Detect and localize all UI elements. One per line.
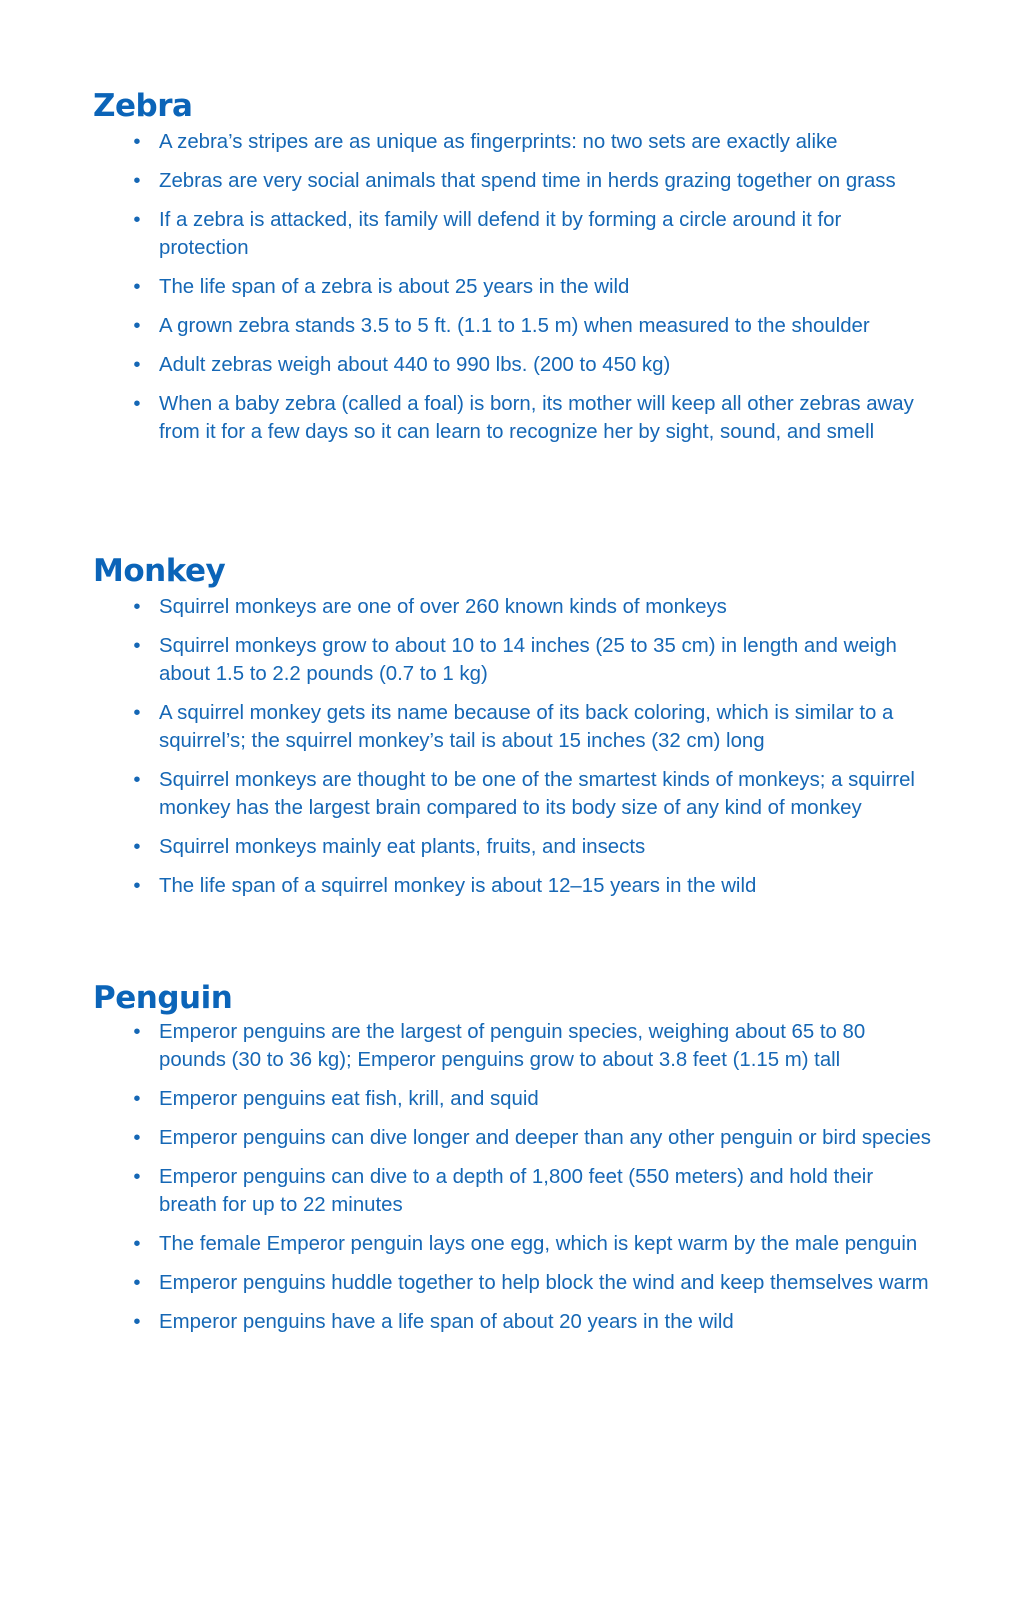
bullet-icon: • [133, 131, 141, 153]
list-item [93, 128, 933, 156]
fact-text: Squirrel monkeys mainly eat plants, fruits, and insects [159, 836, 646, 858]
fact-text: A grown zebra stands 3.5 to 5 ft. (1.1 to 1.5 m) when measured to the shoulder [159, 315, 870, 337]
fact-text: A zebra’s stripes are as unique as fingerprints: no two sets are exactly alike [159, 131, 838, 153]
bullet-icon: • [133, 635, 141, 657]
fact-text: Emperor penguins have a life span of about 20 years in the wild [159, 1311, 734, 1333]
list-item [93, 1124, 933, 1152]
monkey-section [93, 553, 933, 900]
list-item [93, 766, 933, 822]
fact-text: Zebras are very social animals that spend time in herds grazing together on grass [159, 170, 896, 192]
list-item [93, 1163, 933, 1219]
bullet-icon: • [133, 1233, 141, 1255]
list-item [93, 872, 933, 900]
fact-text: The female Emperor penguin lays one egg, which is kept warm by the male penguin [159, 1233, 918, 1255]
fact-list [93, 128, 933, 446]
penguin-section [93, 980, 933, 1336]
bullet-icon: • [133, 354, 141, 376]
fact-text: Emperor penguins eat fish, krill, and squid [159, 1088, 539, 1110]
bullet-icon: • [133, 836, 141, 858]
bullet-icon: • [133, 769, 141, 791]
list-item [93, 1269, 933, 1297]
fact-text: If a zebra is attacked, its family will defend it by forming a circle around it for protection [159, 209, 842, 259]
fact-text: Squirrel monkeys are thought to be one of the smartest kinds of monkeys; a squirrel monkey has the largest brain compared to its body size of any kind of monkey [159, 769, 915, 819]
zebra-section [93, 88, 933, 446]
list-item [93, 833, 933, 861]
bullet-icon: • [133, 875, 141, 897]
list-item [93, 206, 933, 262]
bullet-icon: • [133, 276, 141, 298]
fact-text: When a baby zebra (called a foal) is born, its mother will keep all other zebras away from it for a few days so it can learn to recognize her by sight, sound, and smell [159, 393, 914, 443]
section-heading: Zebra [93, 88, 193, 124]
section-heading: Monkey [93, 553, 226, 589]
list-item [93, 167, 933, 195]
fact-text: The life span of a squirrel monkey is about 12–15 years in the wild [159, 875, 757, 897]
list-item [93, 312, 933, 340]
bullet-icon: • [133, 209, 141, 231]
bullet-icon: • [133, 596, 141, 618]
list-item [93, 390, 933, 446]
list-item [93, 1018, 933, 1074]
bullet-icon: • [133, 1088, 141, 1110]
fact-text: Squirrel monkeys grow to about 10 to 14 inches (25 to 35 cm) in length and weigh about 1.5 to 2.2 pounds (0.7 to 1 kg) [159, 635, 897, 685]
fact-list [93, 593, 933, 900]
fact-text: Emperor penguins huddle together to help block the wind and keep themselves warm [159, 1272, 929, 1294]
fact-text: Emperor penguins can dive longer and deeper than any other penguin or bird species [159, 1127, 931, 1149]
bullet-icon: • [133, 1311, 141, 1333]
fact-text: A squirrel monkey gets its name because of its back coloring, which is similar to a squirrel’s; the squirrel monkey’s tail is about 15 inches (32 cm) long [159, 702, 894, 752]
list-item [93, 1308, 933, 1336]
fact-text: Adult zebras weigh about 440 to 990 lbs. (200 to 450 kg) [159, 354, 671, 376]
bullet-icon: • [133, 393, 141, 415]
bullet-icon: • [133, 1272, 141, 1294]
list-item [93, 699, 933, 755]
bullet-icon: • [133, 1021, 141, 1043]
list-item [93, 632, 933, 688]
section-heading: Penguin [93, 980, 233, 1016]
list-item [93, 1230, 933, 1258]
fact-list [93, 1018, 933, 1336]
fact-text: Emperor penguins are the largest of penguin species, weighing about 65 to 80 pounds (30 to 36 kg); Emperor penguins grow to about 3.8 feet (1.15 m) tall [159, 1021, 866, 1071]
bullet-icon: • [133, 1166, 141, 1188]
bullet-icon: • [133, 315, 141, 337]
bullet-icon: • [133, 1127, 141, 1149]
fact-text: The life span of a zebra is about 25 years in the wild [159, 276, 630, 298]
list-item [93, 1085, 933, 1113]
list-item [93, 593, 933, 621]
fact-text: Emperor penguins can dive to a depth of 1,800 feet (550 meters) and hold their breath for up to 22 minutes [159, 1166, 874, 1216]
fact-text: Squirrel monkeys are one of over 260 known kinds of monkeys [159, 596, 727, 618]
bullet-icon: • [133, 170, 141, 192]
bullet-icon: • [133, 702, 141, 724]
list-item [93, 351, 933, 379]
list-item [93, 273, 933, 301]
